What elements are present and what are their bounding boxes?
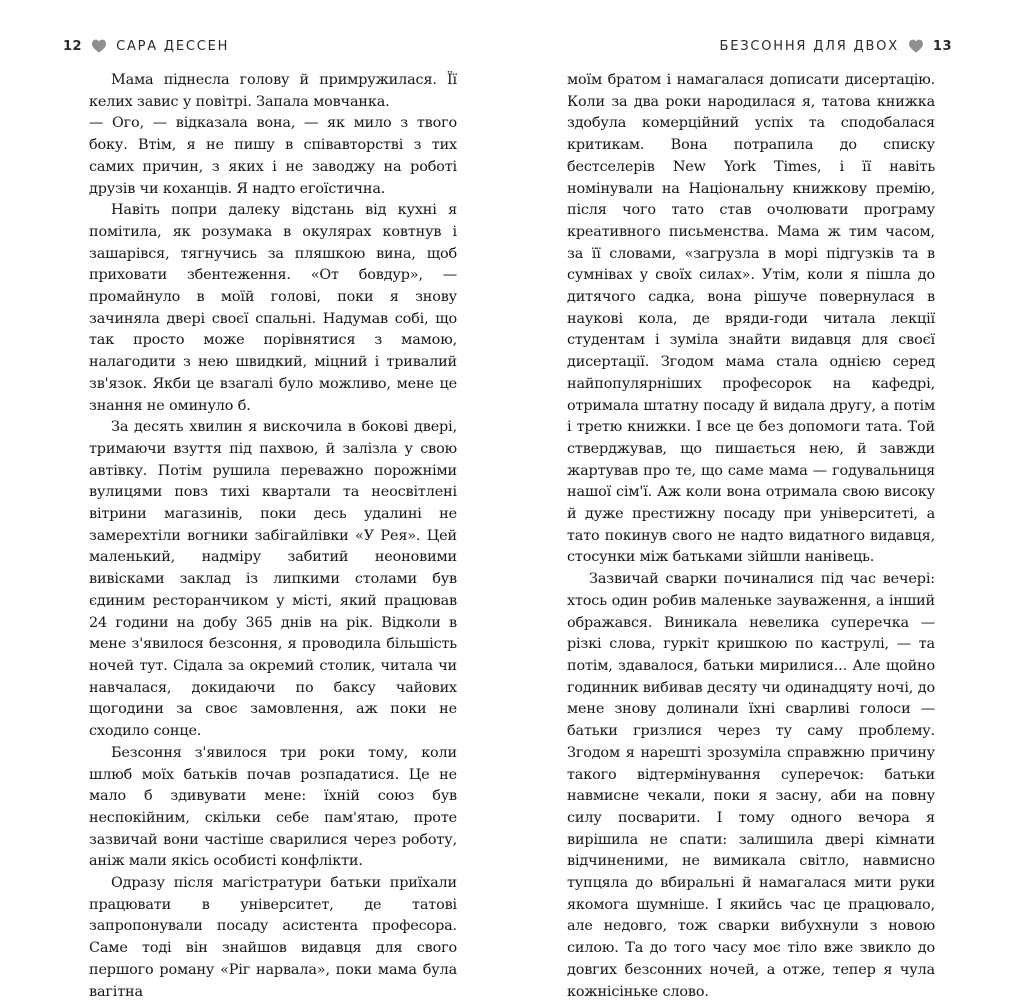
left-running-header <box>63 37 229 55</box>
paragraph: моїм братом і намагалася дописати дисертацію. Коли за два роки народилася я, татова книжка здобула комерційний успіх та сподобалася критикам. Вона потрапила до списку бестселерів New York Times, і її навіть номінували на Національну книжкову премію, після чого тато став очолювати програму креативного письменства. Мама ж тим часом, за її словами, «загрузла в морі підгузків та в сумнівах у своїх силах». Утім, коли я пішла до дитячого садка, вона рішуче повернулася в наукові кола, де вряди-годи читала лекції студентам і зуміла знайти видавця для своєї дисертації. Згодом мама стала однією серед найпопулярніших професорок на кафедрі, отримала штатну посаду й видала другу, а потім і третю книжки. І все це без допомоги тата. Той стверджував, що пишається нею, й завжди жартував про те, що саме мама — годувальниця нашої сім'ї. Аж коли вона отримала свою високу й дуже престижну посаду при університеті, а тато покинув свого не надто видатного видавця, стосунки між батьками зійшли нанівець. <box>567 72 935 566</box>
paragraph: Зазвичай сварки починалися під час вечері: хтось один робив маленьке зауваження, а інший ображався. Виникала невелика суперечка — різкі слова, гуркіт кришкою по каструлі, — та потім, здавалося, батьки мирилися... Але щойно годинник вибивав десяту чи одинадцяту ночі, до мене знову долинали їхні сварливі голоси — батьки гризлися через ту саму проблему. Згодом я нарешті зрозуміла справжню причину такого відтермінування суперечок: батьки навмисне чекали, поки я засну, аби на повну силу посварити. І тому одного вечора я вирішила не спати: залишила двері кімнати відчиненими, не вимикала світло, навмисно тупцяла до вбиральні й намагалася мити руки якомога шумніше. І якийсь час це працювало, але недовго, тож сварки вибухнули з новою силою. Та до того часу моє тіло вже звикло до довгих безсонних ночей, а отже, тепер я чула кожнісіньке слово. <box>567 571 935 1000</box>
left-page-number: 12 <box>63 38 83 54</box>
paragraph: Одразу після магістратури батьки приїхали працювати в університет, де татові запропонували посаду асистента професора. Саме тоді він знайшов видавця для свого першого роману «Ріг нарвала», поки мама була вагітна <box>89 875 457 1000</box>
paragraph: Безсоння з'явилося три роки тому, коли шлюб моїх батьків почав розпадатися. Це не мало б здивувати мене: їхній союз був неспокійним, скільки себе пам'ятаю, проте зазвичай вони частіше сварилися через роботу, аніж мали якісь особисті конфлікти. <box>89 744 457 870</box>
paragraph: Мама піднесла голову й примружилася. Її келих завис у повітрі. Запала мовчанка. <box>89 72 457 110</box>
paragraph: — Ого, — відказала вона, — як мило з твого боку. Втім, я не пишу в співавторстві з тих самих причин, з яких і не заводжу на роботі друзів чи коханців. Я надто егоїстична. <box>89 115 457 197</box>
left-page-body <box>89 70 457 1003</box>
right-page-number: 13 <box>932 38 952 54</box>
right-page-body <box>567 70 935 1003</box>
paragraph: За десять хвилин я вискочила в бокові двері, тримаючи взуття під пахвою, й залізла у свою автівку. Потім рушила переважно порожніми вулицями повз тихі квартали та неосвітлені вітрини магазинів, поки десь удалині не замерехтіли вогники забігайлівки «У Рея». Цей маленький, надміру забитий неоновими вивісками заклад із липкими столами був єдиним ресторанчиком у місті, який працював 24 години на добу 365 днів на рік. Відколи в мене з'явилося безсоння, я проводила більшість ночей тут. Сідала за окремий столик, читала чи навчалася, докидаючи по баксу чайових щогодини за своє замовлення, аж поки не сходило сонце. <box>89 419 457 740</box>
author-name: САРА ДЕССЕН <box>116 38 230 54</box>
book-title: БЕЗСОННЯ ДЛЯ ДВОХ <box>719 38 899 54</box>
right-running-header <box>720 37 953 55</box>
paragraph: Навіть попри далеку відстань від кухні я помітила, як розумака в окулярах ковтнув і зашарівся, тягнучись за пляшкою вина, щоб приховати збентеження. «От бовдур», — промайнуло в моїй голові, поки я знову зачиняла двері своєї спальні. Надумав собі, що так просто може порівнятися з мамою, налагодити з нею швидкий, міцний і тривалий зв'язок. Якби це взагалі було можливо, мене це знання не оминуло б. <box>89 202 457 414</box>
heart-icon <box>908 38 924 54</box>
heart-icon <box>91 38 107 54</box>
